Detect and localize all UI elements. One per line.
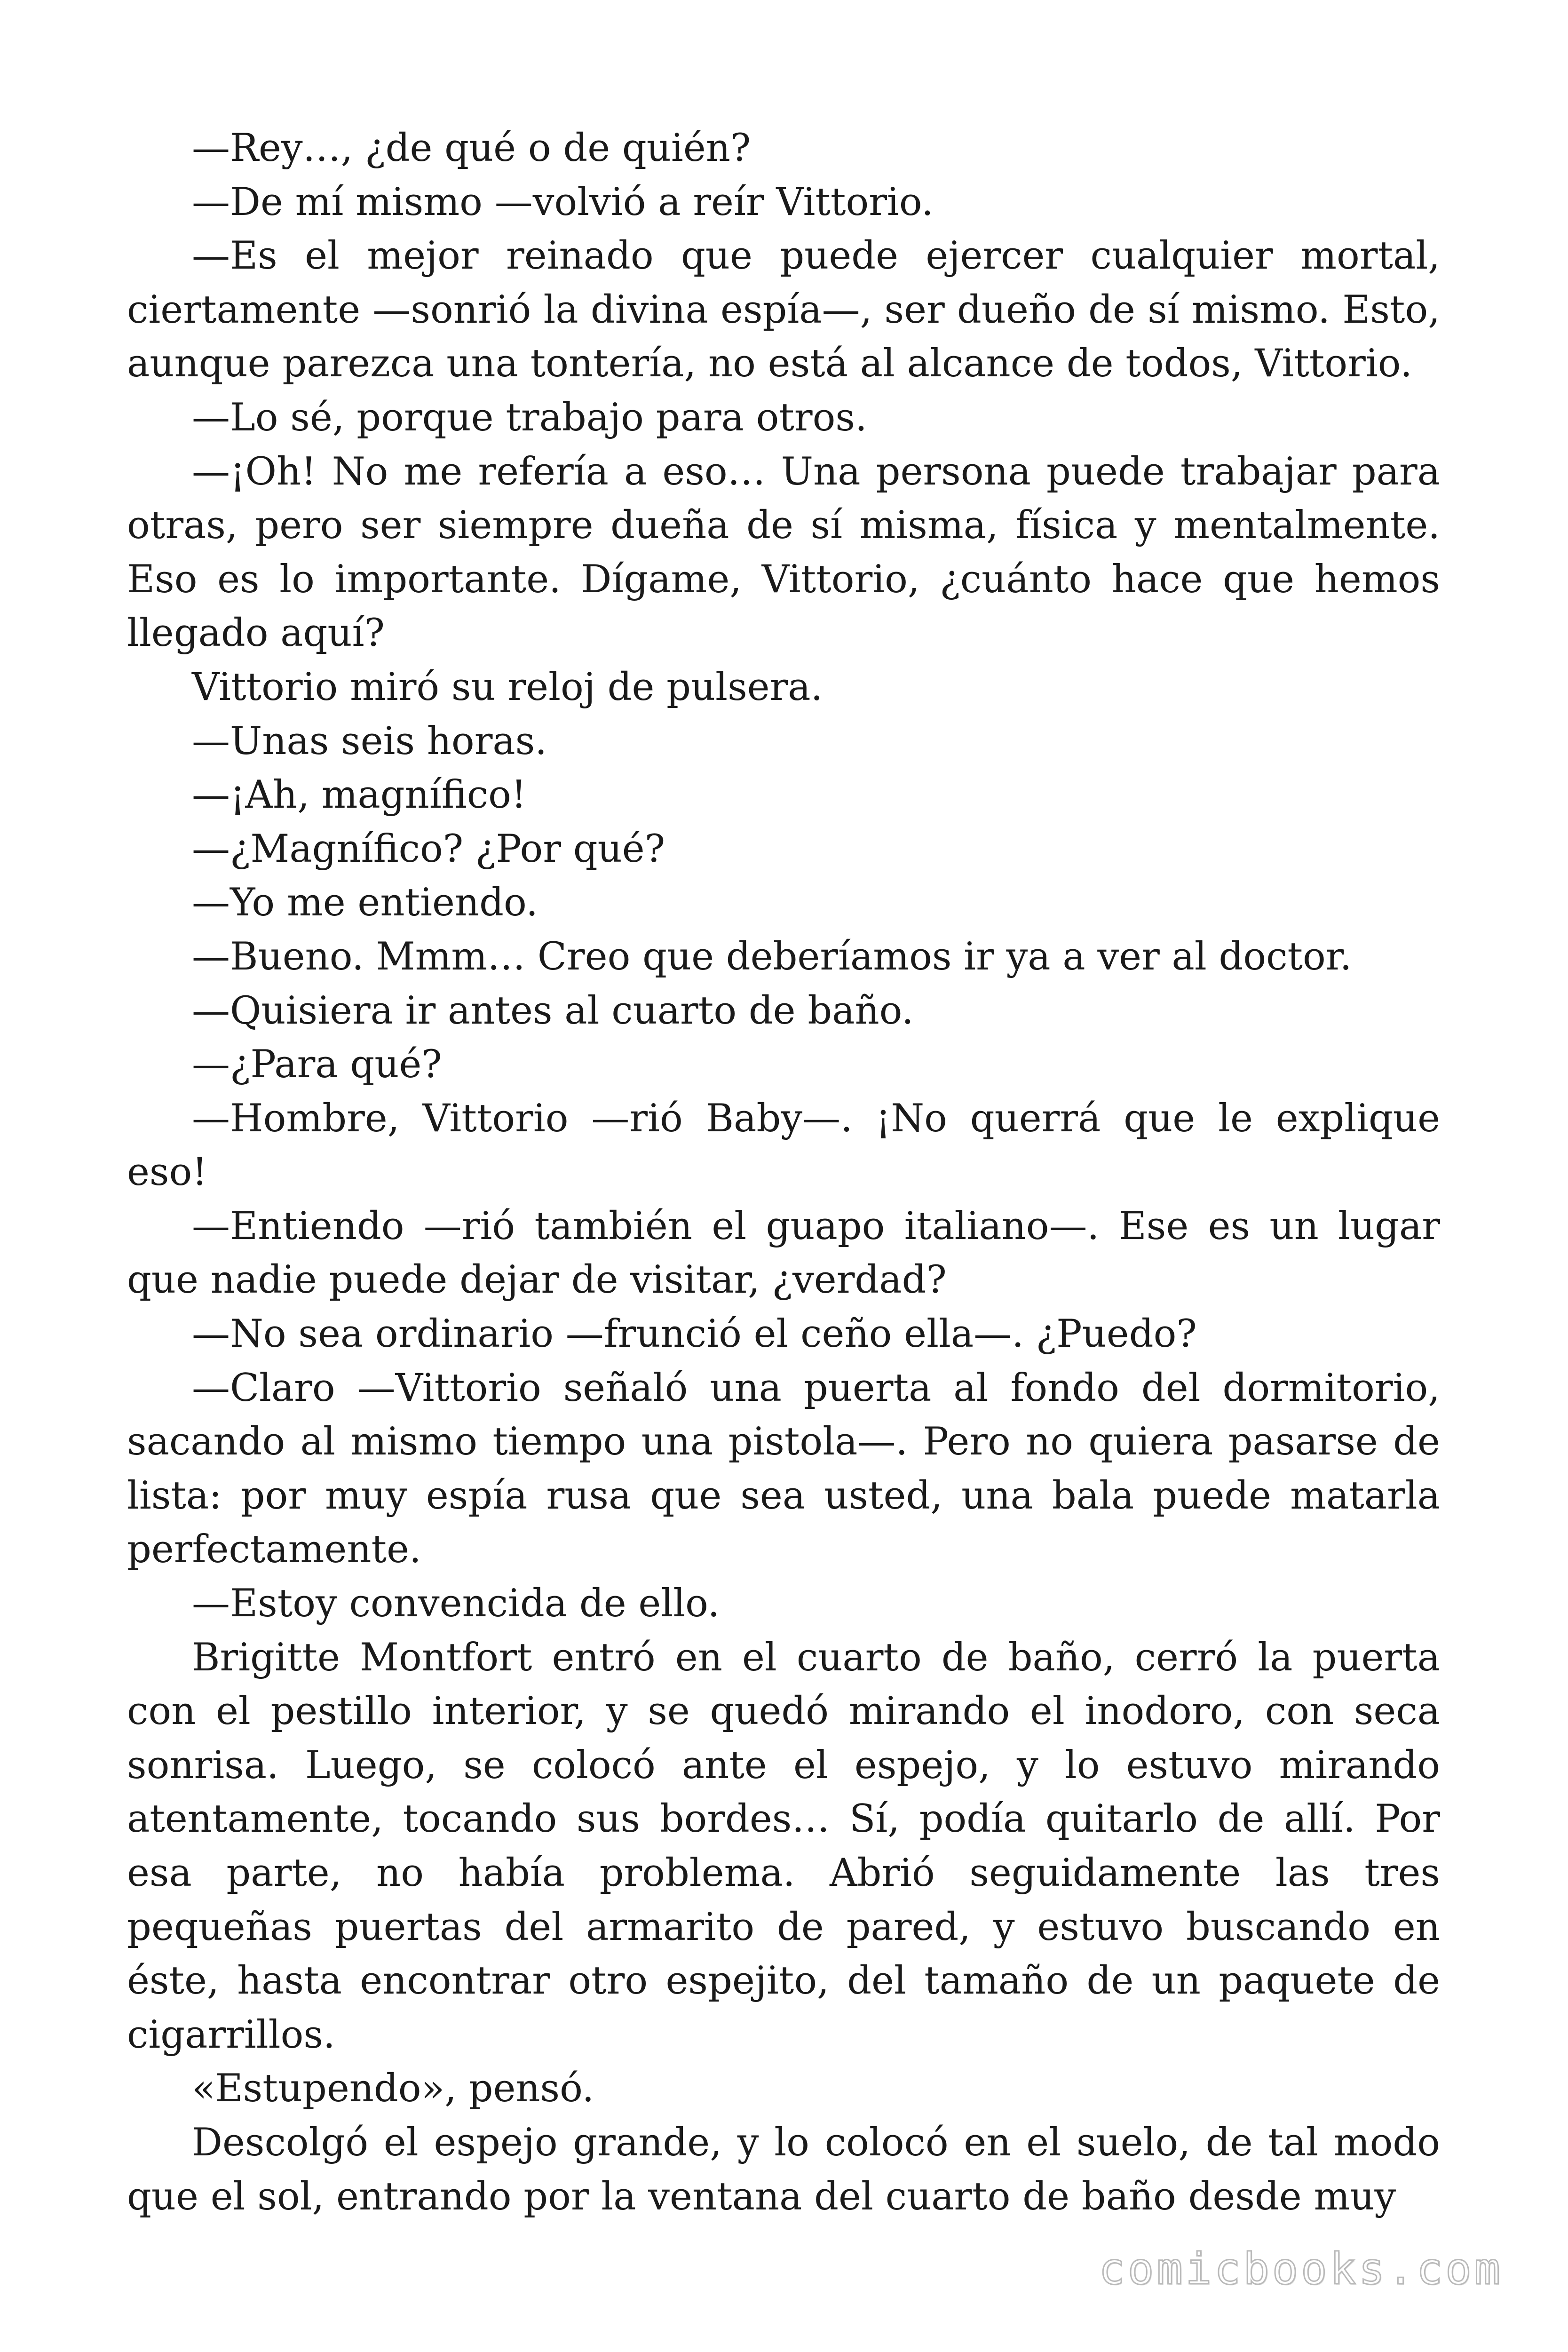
paragraph: Brigitte Montfort entró en el cuarto de baño, cerró la puerta con el pestillo interior, y se quedó mirando el inodoro, con seca sonrisa. Luego, se colocó ante el espejo, y lo estuvo mirando atentamente, tocando sus bordes… Sí, podía quitarlo de allí. Por esa parte, no había problema. Abrió seguidamente las tres pequeñas puertas del armarito de pared, y estuvo buscando en éste, hasta encontrar otro espejito, del tamaño de un paquete de cigarrillos.: [127, 1635, 1440, 2057]
paragraph: —Rey…, ¿de qué o de quién?: [192, 126, 751, 170]
paragraph: —Quisiera ir antes al cuarto de baño.: [192, 988, 914, 1033]
paragraph: —Unas seis horas.: [192, 719, 547, 763]
paragraph: —No sea ordinario —frunció el ceño ella—. ¿Puedo?: [192, 1312, 1197, 1357]
paragraph: —Bueno. Mmm… Creo que deberíamos ir ya a ver al doctor.: [192, 934, 1352, 979]
paragraph: —Es el mejor reinado que puede ejercer cualquier mortal, ciertamente —sonrió la divina espía—, ser dueño de sí mismo. Esto, aunque parezca una tontería, no está al alcance de todos, Vittorio.: [127, 234, 1440, 386]
paragraph: —¿Magnífico? ¿Por qué?: [192, 826, 665, 871]
paragraph: —Hombre, Vittorio —rió Baby—. ¡No querrá que le explique eso!: [127, 1096, 1440, 1195]
paragraph: —Claro —Vittorio señaló una puerta al fondo del dormitorio, sacando al mismo tiempo una pistola—. Pero no quiera pasarse de lista: por muy espía rusa que sea usted, una bala puede matarla perfectamente.: [127, 1366, 1440, 1572]
paragraph: —Yo me entiendo.: [192, 881, 539, 925]
paragraph: —Estoy convencida de ello.: [192, 1581, 720, 1626]
paragraph: Descolgó el espejo grande, y lo colocó en el suelo, de tal modo que el sol, entrando por la ventana del cuarto de baño desde muy: [127, 2120, 1440, 2219]
paragraph: —¡Ah, magnífico!: [192, 773, 527, 818]
paragraph: «Estupendo», pensó.: [192, 2066, 594, 2111]
paragraph: —¡Oh! No me refería a eso… Una persona puede trabajar para otras, pero ser siempre dueña de sí misma, física y mentalmente. Eso es lo importante. Dígame, Vittorio, ¿cuánto hace que hemos llegado aquí?: [127, 449, 1440, 656]
paragraph: Vittorio miró su reloj de pulsera.: [192, 665, 823, 709]
body-text: [127, 121, 1440, 2224]
paragraph: —¿Para qué?: [192, 1042, 442, 1087]
paragraph: —De mí mismo —volvió a reír Vittorio.: [192, 180, 934, 224]
paragraph: —Entiendo —rió también el guapo italiano—. Ese es un lugar que nadie puede dejar de visitar, ¿verdad?: [127, 1204, 1440, 1303]
paragraph: —Lo sé, porque trabajo para otros.: [192, 395, 867, 440]
watermark: comicbooks.com: [1099, 2244, 1503, 2294]
